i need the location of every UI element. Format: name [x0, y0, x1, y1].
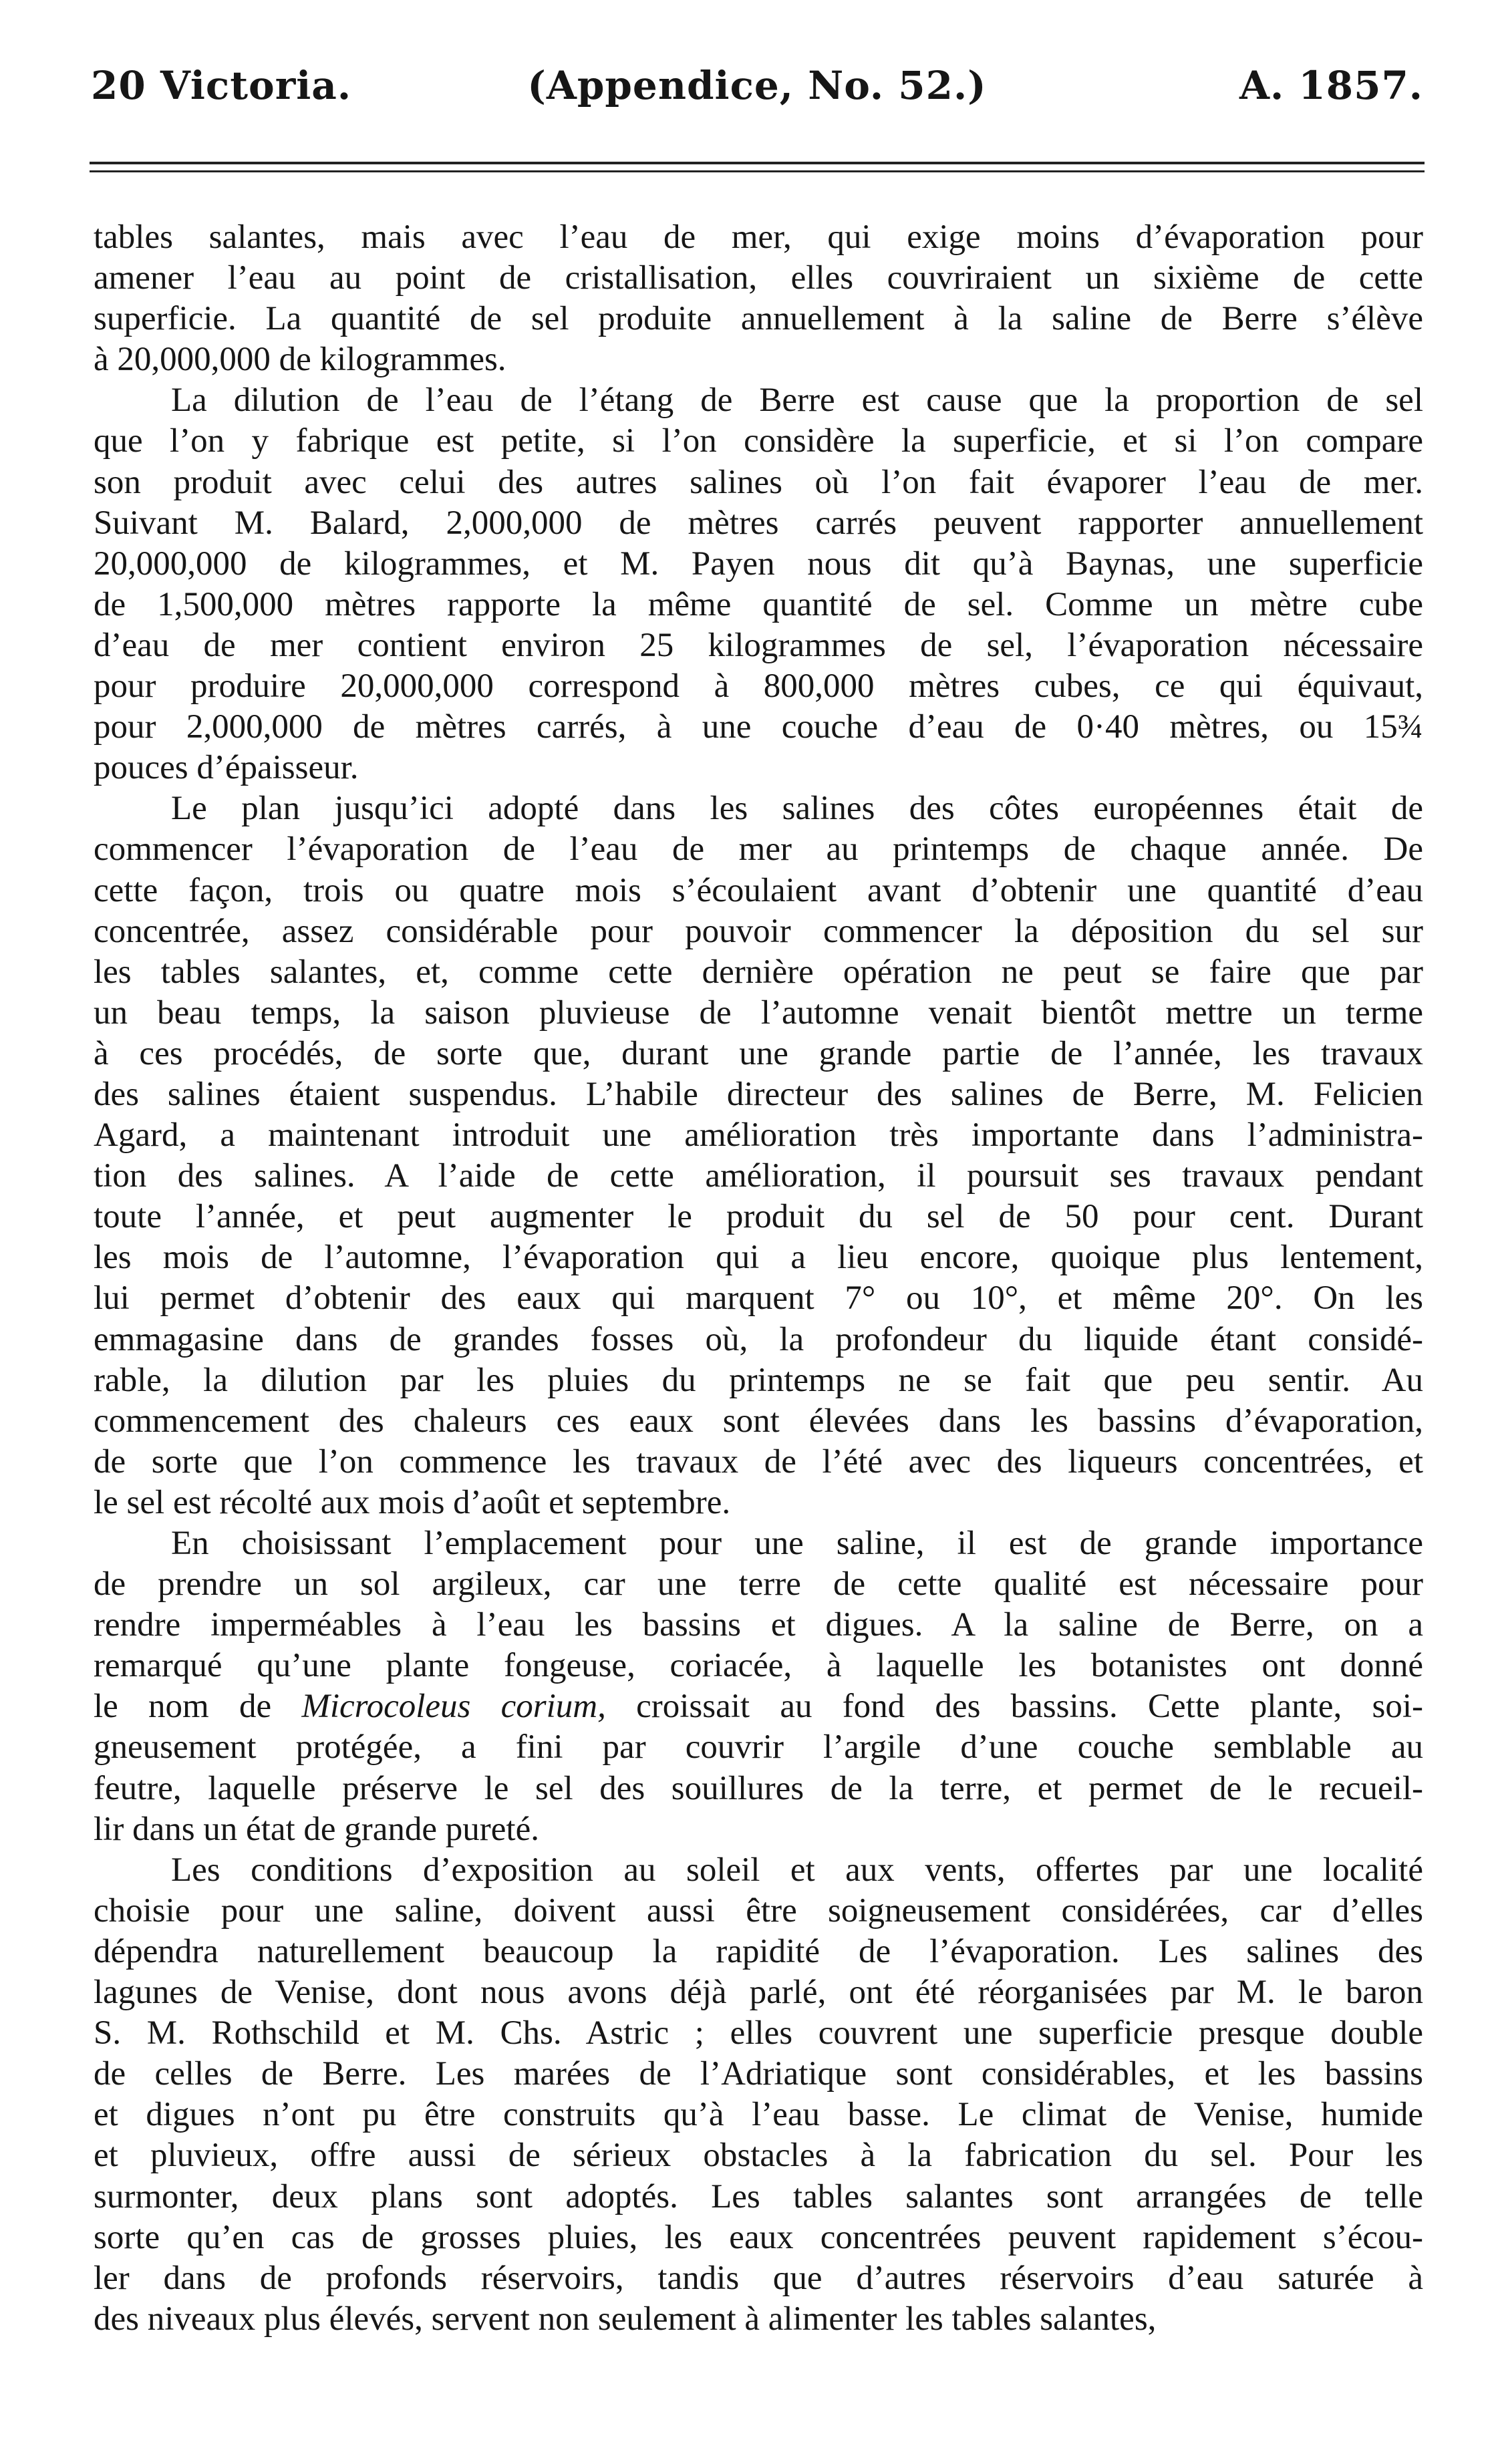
text-line: d’eau de mer contient environ 25 kilogrammes de sel, l’évaporation nécessaire [94, 626, 1423, 664]
text-line: Le plan jusqu’ici adopté dans les salines des côtes européennes était de [171, 790, 1423, 828]
text-line: lagunes de Venise, dont nous avons déjà parlé, ont été réorganisées par M. le baron [94, 1974, 1423, 2012]
text-line: amener l’eau au point de cristallisation, elles couvriraient un sixième de cette [94, 259, 1423, 297]
text-line: superficie. La quantité de sel produite annuellement à la saline de Berre s’élève [94, 300, 1423, 338]
text-line: surmonter, deux plans sont adoptés. Les tables salantes sont arrangées de telle [94, 2177, 1423, 2215]
italic-term: Microcoleus corium, [301, 1688, 606, 1726]
text-line: de 1,500,000 mètres rapporte la même quantité de sel. Comme un mètre cube [94, 585, 1423, 623]
text-line: En choisissant l’emplacement pour une saline, il est de grande importance [171, 1525, 1423, 1562]
text-line: rendre imperméables à l’eau les bassins et digues. A la saline de Berre, on a [94, 1606, 1423, 1644]
text-line: tables salantes, mais avec l’eau de mer, qui exige moins d’évaporation pour [94, 218, 1423, 256]
header-rule-top [90, 162, 1425, 164]
paragraph [94, 1850, 1423, 2340]
text-line: tion des salines. A l’aide de cette amélioration, il poursuit ses travaux pendant [94, 1157, 1423, 1195]
text-line: pour produire 20,000,000 correspond à 800,000 mètres cubes, ce qui équivaut, [94, 667, 1423, 706]
paragraph [94, 217, 1423, 380]
text-line: pour 2,000,000 de mètres carrés, à une couche d’eau de 0·40 mètres, ou 15¾ [94, 708, 1423, 746]
text-line: lir dans un état de grande pureté. [94, 1810, 539, 1848]
text-line: gneusement protégée, a fini par couvrir l’argile d’une couche semblable au [94, 1728, 1423, 1766]
text-line: ler dans de profonds réservoirs, tandis que d’autres réservoirs d’eau saturée à [94, 2259, 1423, 2297]
text-line: et digues n’ont pu être construits qu’à l’eau basse. Le climat de Venise, humide [94, 2096, 1423, 2134]
text-line: à 20,000,000 de kilogrammes. [94, 341, 506, 379]
text-line: lui permet d’obtenir des eaux qui marquent 7° ou 10°, et même 20°. On les [94, 1279, 1423, 1318]
text-line: emmagasine dans de grandes fosses où, la profondeur du liquide étant considé- [94, 1320, 1423, 1358]
text-line: La dilution de l’eau de l’étang de Berre est cause que la proportion de sel [171, 381, 1423, 420]
text-line: commencer l’évaporation de l’eau de mer au printemps de chaque année. De [94, 830, 1423, 869]
text-line: feutre, laquelle préserve le sel des souillures de la terre, et permet de le recueil- [94, 1769, 1423, 1807]
text-line: son produit avec celui des autres salines où l’on fait évaporer l’eau de mer. [94, 463, 1423, 501]
text-line: les mois de l’automne, l’évaporation qui a lieu encore, quoique plus lentement, [94, 1239, 1423, 1277]
header-volume: 20 Victoria. [91, 63, 352, 108]
text-line: Agard, a maintenant introduit une amélioration très importante dans l’administra- [94, 1116, 1423, 1154]
text-line: que l’on y fabrique est petite, si l’on considère la superficie, et si l’on compare [94, 422, 1423, 460]
text-line: choisie pour une saline, doivent aussi être soigneusement considérées, car d’elles [94, 1891, 1423, 1930]
text-line: un beau temps, la saison pluvieuse de l’automne venait bientôt mettre un terme [94, 993, 1423, 1032]
body-text [94, 217, 1423, 2340]
paragraph [94, 788, 1423, 1523]
text-line: S. M. Rothschild et M. Chs. Astric ; elles couvrent une superficie presque double [94, 2014, 1423, 2052]
text-line: de prendre un sol argileux, car une terre de cette qualité est nécessaire pour [94, 1565, 1423, 1603]
text-line: Les conditions d’exposition au soleil et aux vents, offertes par une localité [171, 1851, 1423, 1889]
text-line: sorte qu’en cas de grosses pluies, les eaux concentrées peuvent rapidement s’écou- [94, 2218, 1423, 2256]
text-line: les tables salantes, et, comme cette dernière opération ne peut se faire que par [94, 953, 1423, 991]
text-line: des salines étaient suspendus. L’habile directeur des salines de Berre, M. Felicien [94, 1075, 1423, 1113]
text-line: le nom de Microcoleus corium, croissait au fond des bassins. Cette plante, soi- [94, 1688, 1423, 1726]
text-line: et pluvieux, offre aussi de sérieux obstacles à la fabrication du sel. Pour les [94, 2137, 1423, 2175]
running-header [91, 59, 1423, 112]
header-rule-bottom [90, 170, 1425, 172]
text-line: de sorte que l’on commence les travaux de l’été avec des liqueurs concentrées, et [94, 1442, 1423, 1481]
text-line: pouces d’épaisseur. [94, 749, 359, 787]
text-line: dépendra naturellement beaucoup la rapidité de l’évaporation. Les salines des [94, 1932, 1423, 1970]
text-line: le sel est récolté aux mois d’août et septembre. [94, 1483, 731, 1521]
paragraph [94, 380, 1423, 788]
text-line: concentrée, assez considérable pour pouvoir commencer la déposition du sel sur [94, 912, 1423, 950]
header-year: A. 1857. [1239, 63, 1423, 108]
text-line: rable, la dilution par les pluies du printemps ne se fait que peu sentir. Au [94, 1361, 1423, 1399]
header-appendix: (Appendice, No. 52.) [527, 63, 987, 108]
text-line: Suivant M. Balard, 2,000,000 de mètres carrés peuvent rapporter annuellement [94, 504, 1423, 542]
text-line: de celles de Berre. Les marées de l’Adriatique sont considérables, et les bassins [94, 2055, 1423, 2093]
text-line: cette façon, trois ou quatre mois s’écoulaient avant d’obtenir une quantité d’eau [94, 871, 1423, 909]
text-line: des niveaux plus élevés, servent non seulement à alimenter les tables salantes, [94, 2300, 1157, 2338]
text-line: 20,000,000 de kilogrammes, et M. Payen nous dit qu’à Baynas, une superficie [94, 545, 1423, 583]
text-line: à ces procédés, de sorte que, durant une grande partie de l’année, les travaux [94, 1034, 1423, 1072]
text-line: commencement des chaleurs ces eaux sont élevées dans les bassins d’évaporation, [94, 1402, 1423, 1440]
text-line: remarqué qu’une plante fongeuse, coriacée, à laquelle les botanistes ont donné [94, 1647, 1423, 1685]
paragraph [94, 1523, 1423, 1850]
text-line: toute l’année, et peut augmenter le produit du sel de 50 pour cent. Durant [94, 1198, 1423, 1236]
